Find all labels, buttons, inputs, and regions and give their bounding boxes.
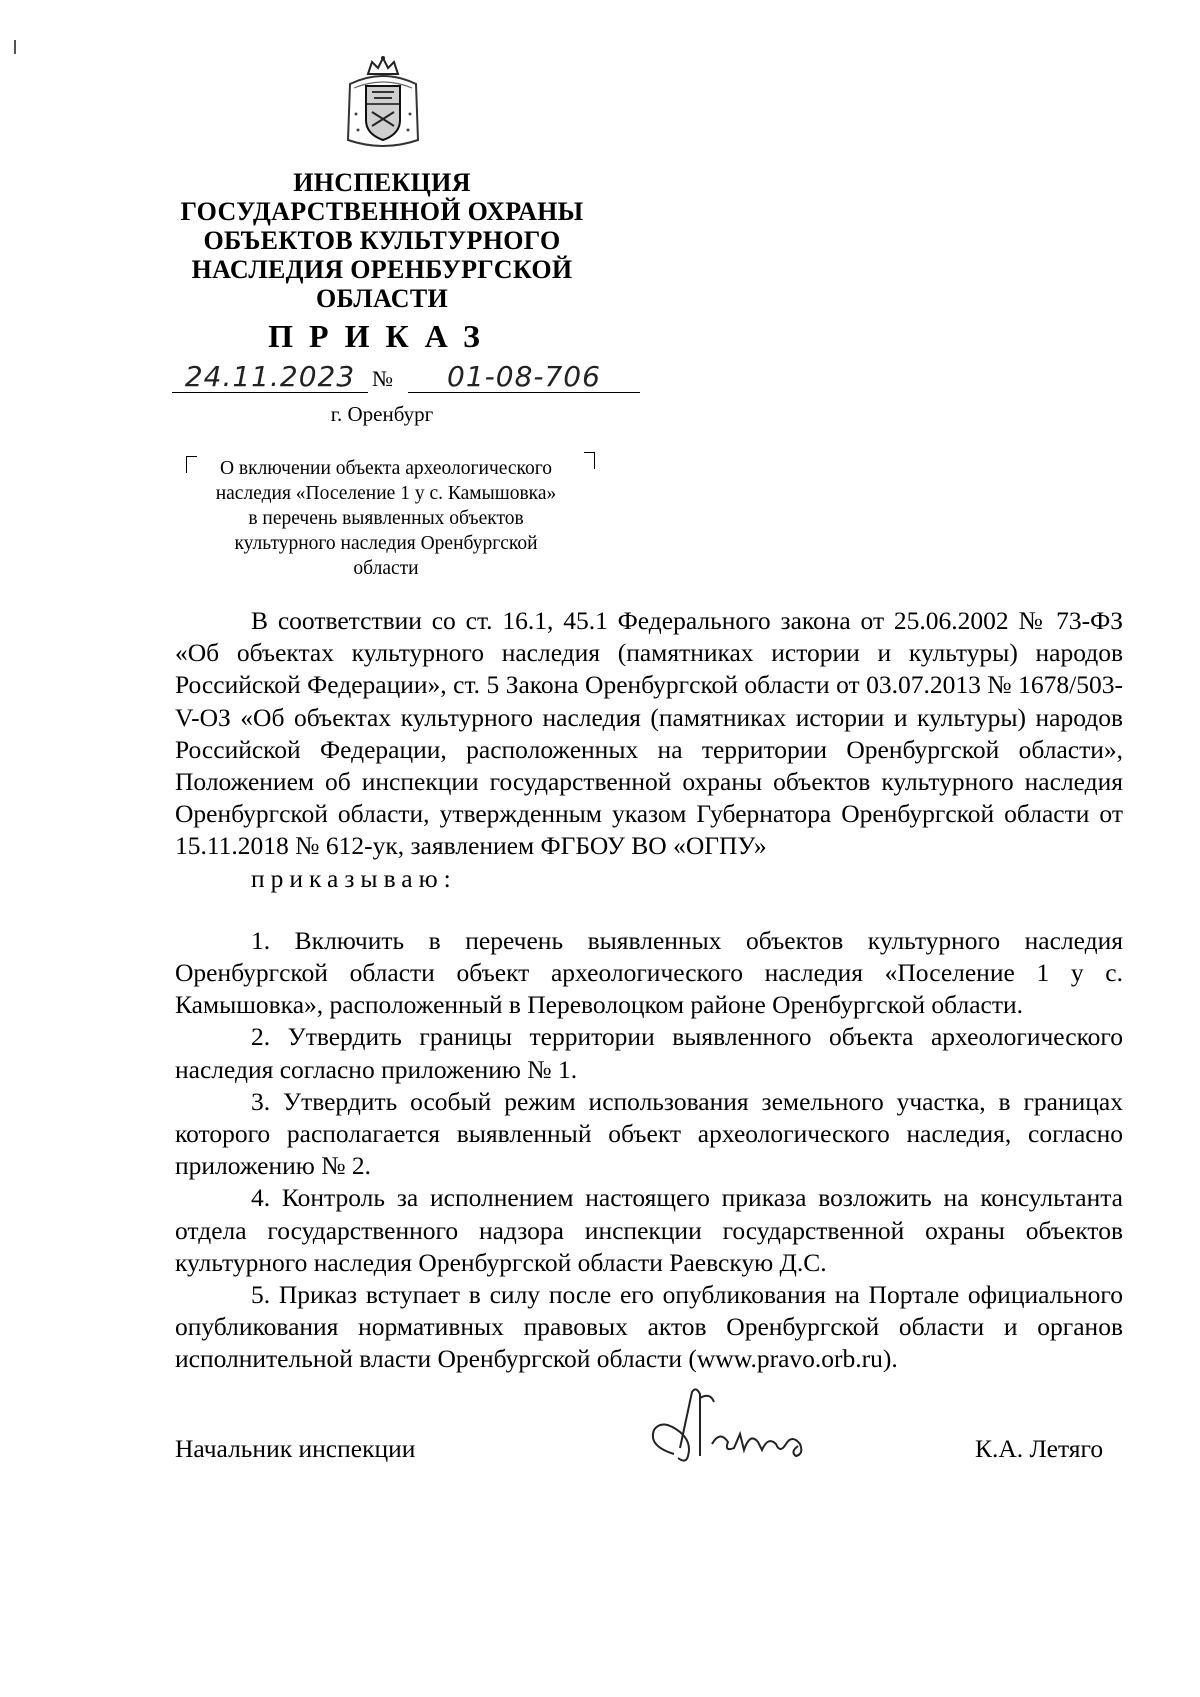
order-item: 4. Контроль за исполнением настоящего приказа возложить на консультанта отдела государственного надзора инспекции государственной охраны объектов культурного наследия Оренбургской области Раевскую Д.С.: [175, 1183, 1123, 1277]
org-name-line: ГОСУДАРСТВЕННОЙ ОХРАНЫ: [180, 197, 584, 226]
scan-artifact: [14, 40, 16, 54]
document-registration: [172, 362, 652, 396]
order-item: 5. Приказ вступает в силу после его опубликования на Портале официального опубликования нормативных правовых актов Оренбургской области и органов исполнительной власти Оренбургской области (www.pravo.orb.ru).: [175, 1280, 1123, 1374]
order-item: 1. Включить в перечень выявленных объектов культурного наследия Оренбургской области объект археологического наследия «Поселение 1 у с. Камышовка», расположенный в Переволоцком районе Оренбургской области.: [175, 925, 1123, 1020]
subject-line: в перечень выявленных объектов: [248, 508, 524, 529]
number-sign: №: [372, 366, 393, 391]
document-date: 24.11.2023: [172, 362, 368, 393]
coat-of-arms-icon: [344, 54, 422, 154]
order-item: 2. Утвердить границы территории выявленного объекта археологического наследия согласно приложению № 1.: [175, 1022, 1123, 1084]
organization-name: [150, 168, 614, 313]
order-item: 3. Утвердить особый режим использования земельного участка, в границах которого располагается выявленный объект археологического наследия, согласно приложению № 2.: [175, 1086, 1123, 1181]
preamble-paragraph: В соответствии со ст. 16.1, 45.1 Федерального закона от 25.06.2002 № 73-ФЗ «Об объектах культурного наследия (памятниках истории и культуры) народов Российской Федерации», ст. 5 Закона Оренбургской области от 03.07.2013 № 1678/503-V-ОЗ «Об объектах культурного наследия (памятниках истории и культуры) народов Российской Федерации, расположенных на территории Оренбургской области», Положением об инспекции государственной охраны объектов культурного наследия Оренбургской области, утвержденным указом Губернатора Оренбургской области от 15.11.2018 № 612-ук, заявлением ФГБОУ ВО «ОГПУ»: [175, 606, 1123, 861]
signer-position: Начальник инспекции: [175, 1434, 416, 1463]
subject-line: О включении объекта археологического: [219, 458, 553, 479]
document-body: [175, 605, 1123, 1376]
org-name-line: ИНСПЕКЦИЯ: [293, 168, 471, 197]
document-number: 01-08-706: [408, 362, 640, 393]
subject-line: культурного наследия Оренбургской: [234, 533, 538, 554]
subject-line: наследия «Поселение 1 у с. Камышовка»: [215, 483, 557, 504]
signer-name: К.А. Летяго: [975, 1434, 1104, 1463]
org-name-line: ОБЛАСТИ: [315, 284, 449, 313]
handwritten-signature: [640, 1384, 840, 1474]
document-subject: [186, 456, 586, 581]
decree-word: приказываю:: [251, 863, 457, 893]
subject-line: области: [353, 558, 419, 579]
document-type-title: ПРИКАЗ: [268, 318, 496, 354]
document-city: г. Оренбург: [330, 402, 434, 426]
org-name-line: ОБЪЕКТОВ КУЛЬТУРНОГО: [203, 226, 561, 255]
org-name-line: НАСЛЕДИЯ ОРЕНБУРГСКОЙ: [191, 255, 573, 284]
